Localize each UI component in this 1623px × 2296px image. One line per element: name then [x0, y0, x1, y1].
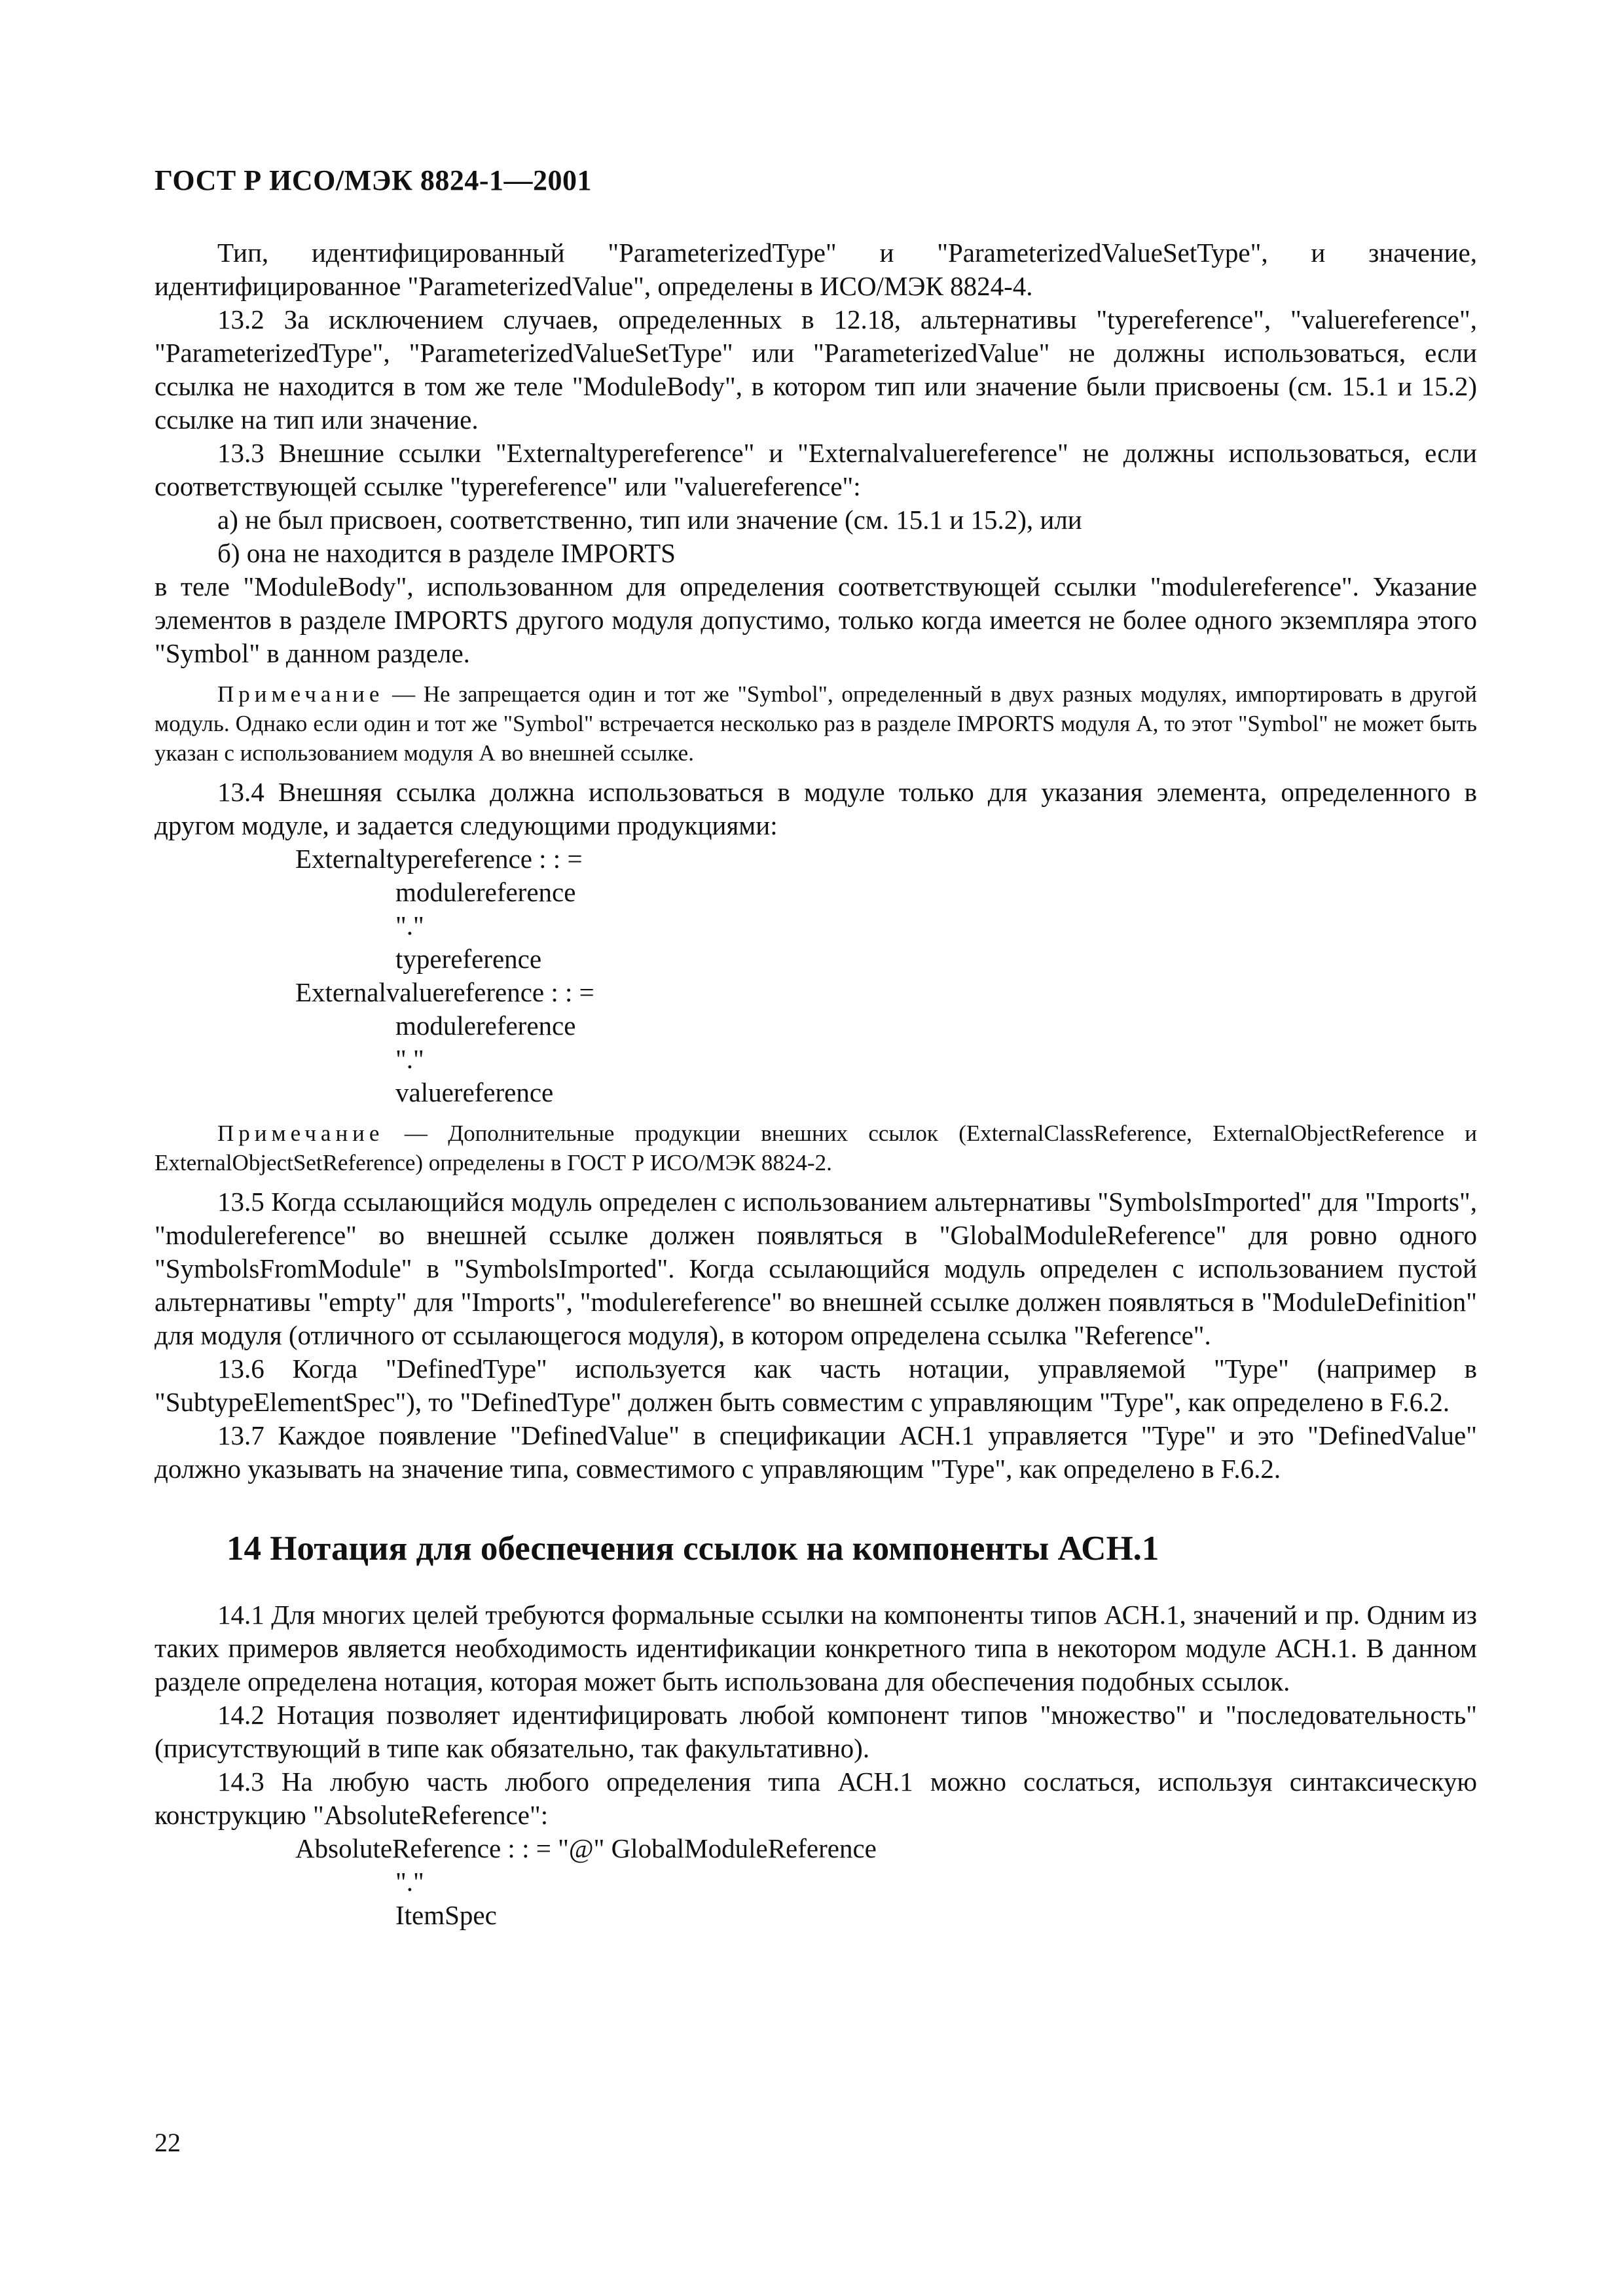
note-text: — Дополнительные продукции внешних ссылок (ExternalClassReference, ExternalObjectReference и ExternalObjectSetReference) определены в ГОСТ Р ИСО/МЭК 8824-2.: [155, 1121, 1477, 1175]
list-item-a: а) не был присвоен, соответственно, тип или значение (см. 15.1 и 15.2), или: [217, 505, 1082, 535]
production-head: Externaltypereference : : =: [295, 844, 583, 874]
note-text: — Не запрещается один и тот же "Symbol", определенный в двух разных модулях, импортировать в другой модуль. Однако если один и тот же "Symbol" встречается несколько раз в разделе IMPORTS модуля А, то этот "Symbol" не может быть указан с использованием модуля А во внешней ссылке.: [155, 681, 1477, 766]
production-absolutereference: [155, 1832, 1477, 1932]
note-1: [155, 679, 1477, 768]
production-line: modulereference: [395, 1011, 576, 1041]
page-number: 22: [155, 2128, 181, 2157]
paragraph-13-7: 13.7 Каждое появление "DefinedValue" в спецификации АСН.1 управляется "Type" и это "DefinedValue" должно указывать на значение типа, совместимого с управляющим "Type", как определено в F.6.2.: [155, 1420, 1477, 1484]
paragraph-14-3: 14.3 На любую часть любого определения типа АСН.1 можно сослаться, используя синтаксическую конструкцию "AbsoluteReference":: [155, 1767, 1477, 1830]
paragraph-13-3: 13.3 Внешние ссылки "Externaltypereference" и "Externalvaluereference" не должны использоваться, если соответствующей ссылке "typereference" или "valuereference":: [155, 438, 1477, 501]
paragraph-14-2: 14.2 Нотация позволяет идентифицировать любой компонент типов "множество" и "последовательность" (присутствующий в типе как обязательно, так факультативно).: [155, 1700, 1477, 1763]
paragraph-13-5: 13.5 Когда ссылающийся модуль определен с использованием альтернативы "SymbolsImported" для "Imports", "modulereference" во внешней ссылке должен появляться в "GlobalModuleReference" для ровно одного "SymbolsFromModule" в "SymbolsImported". Когда ссылающийся модуль определен с использованием пустой альтернативы "empty" для "Imports", "modulereference" во внешней ссылке должен появляться в "ModuleDefinition" для модуля (отличного от ссылающегося модуля), в котором определена ссылка "Reference".: [155, 1187, 1477, 1350]
note-label: Примечание: [217, 1121, 384, 1146]
production-line: typereference: [395, 944, 542, 974]
production-line: modulereference: [395, 877, 576, 907]
production-externalvaluereference: [155, 976, 1477, 1109]
document-page: [155, 164, 1477, 1932]
production-line: ".": [395, 1044, 424, 1074]
note-2: [155, 1119, 1477, 1177]
production-head: Externalvaluereference : : =: [295, 977, 594, 1007]
production-line: ".": [395, 910, 424, 941]
production-line: ItemSpec: [395, 1900, 497, 1930]
paragraph: Тип, идентифицированный "ParameterizedType" и "ParameterizedValueSetType", и значение, идентифицированное "ParameterizedValue", определены в ИСО/МЭК 8824-4.: [155, 238, 1477, 301]
production-line: ".": [395, 1867, 424, 1897]
list-item-b: б) она не находится в разделе IMPORTS: [217, 538, 676, 568]
production-line: valuereference: [395, 1077, 554, 1107]
production-externaltypereference: [155, 842, 1477, 976]
paragraph-13-2: 13.2 За исключением случаев, определенных в 12.18, альтернативы "typereference", "valuereference", "ParameterizedType", "ParameterizedValueSetType" или "ParameterizedValue" не должны использоваться, если ссылка не находится в том же теле "ModuleBody", в котором тип или значение были присвоены (см. 15.1 и 15.2) ссылке на тип или значение.: [155, 304, 1477, 435]
paragraph-13-6: 13.6 Когда "DefinedType" используется как часть нотации, управляемой "Type" (например в "SubtypeElementSpec"), то "DefinedType" должен быть совместим с управляющим "Type", как определено в F.6.2.: [155, 1354, 1477, 1417]
paragraph-continuation: в теле "ModuleBody", использованном для определения соответствующей ссылки "modulereference". Указание элементов в разделе IMPORTS другого модуля допустимо, только когда имеется не более одного экземпляра этого "Symbol" в данном разделе.: [155, 571, 1477, 668]
note-label: Примечание: [217, 681, 384, 707]
paragraph-13-4: 13.4 Внешняя ссылка должна использоваться в модуле только для указания элемента, определенного в другом модуле, и задается следующими продукциями:: [155, 777, 1477, 840]
production-head: AbsoluteReference : : = "@" GlobalModuleReference: [295, 1833, 877, 1863]
document-header: ГОСТ Р ИСО/МЭК 8824-1—2001: [155, 164, 593, 196]
paragraph-14-1: 14.1 Для многих целей требуются формальные ссылки на компоненты типов АСН.1, значений и пр. Одним из таких примеров является необходимость идентификации конкретного типа в некотором модуле АСН.1. В данном разделе определена нотация, которая может быть использована для обеспечения подобных ссылок.: [155, 1600, 1477, 1696]
section-title: 14 Нотация для обеспечения ссылок на компоненты АСН.1: [227, 1530, 1159, 1568]
